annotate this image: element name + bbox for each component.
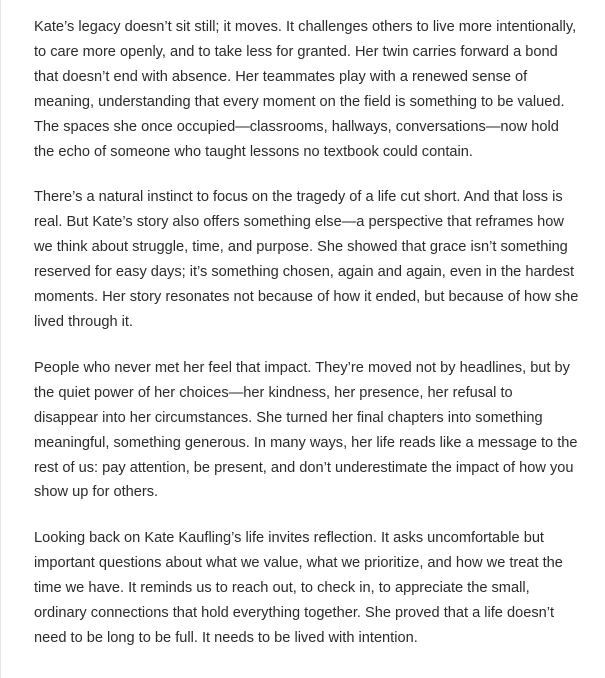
- article-paragraph-impact: People who never met her feel that impact. They’re moved not by headlines, but by the quiet power of her choices—her kindness, her presence, her refusal to disappear into her circumstances. She turned her final chapters into something meaningful, something generous. In many ways, her life reads like a message to the rest of us: pay attention, be present, and don’t underestimate the impact of how you show up for others.: [34, 359, 578, 501]
- article-body: [34, 15, 579, 651]
- article-paragraph-reflection: Looking back on Kate Kaufling’s life invites reflection. It asks uncomfortable but important questions about what we value, what we prioritize, and how we treat the time we have. It reminds us to reach out, to check in, to appreciate the small, ordinary connections that hold everything together. She proved that a life doesn’t need to be long to be full. It needs to be lived with intention.: [34, 530, 563, 646]
- page-left-border: [0, 0, 1, 678]
- article-paragraph-legacy: Kate’s legacy doesn’t sit still; it moves. It challenges others to live more intentionally, to care more openly, and to take less for granted. Her twin carries forward a bond that doesn’t end with absence. Her teammates play with a renewed sense of meaning, understanding that every moment on the field is something to be valued. The spaces she once occupied—classrooms, hallways, conversations—now hold the echo of someone who taught lessons no textbook could contain.: [34, 19, 577, 160]
- article-paragraph-tragedy: There’s a natural instinct to focus on the tragedy of a life cut short. And that loss is real. But Kate’s story also offers something else—a perspective that reframes how we think about struggle, time, and purpose. She showed that grace isn’t something reserved for easy days; it’s something chosen, again and again, even in the hardest moments. Her story resonates not because of how it ended, but because of how she lived through it.: [34, 189, 579, 330]
